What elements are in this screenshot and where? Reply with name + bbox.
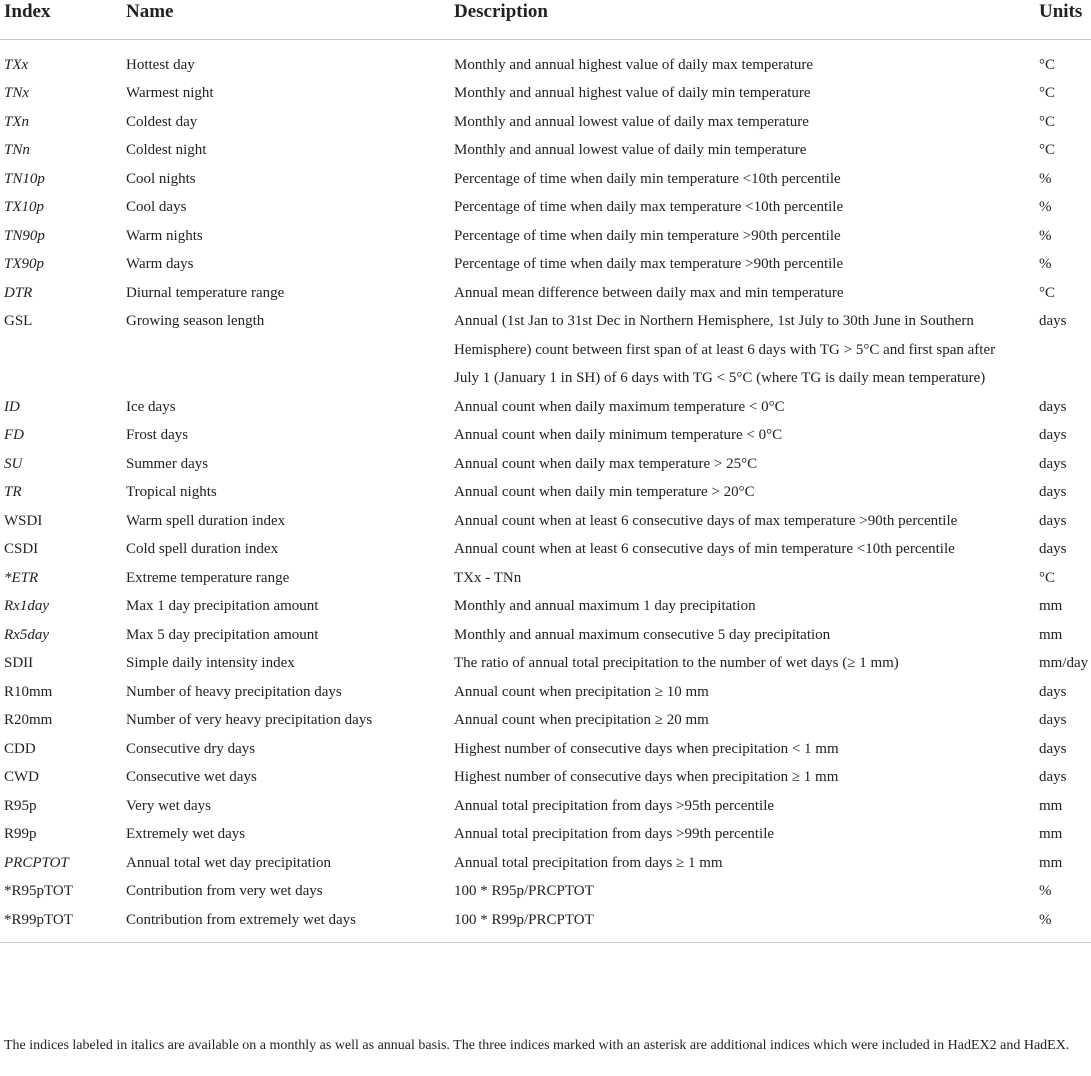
table-row — [0, 279, 1091, 308]
description-cell: Percentage of time when daily max temperature <10th percentile — [454, 199, 844, 215]
description-cell: 100 * R95p/PRCPTOT — [454, 883, 594, 899]
units-cell: % — [1039, 911, 1052, 928]
table-row — [0, 877, 1091, 906]
index-cell: DTR — [4, 284, 33, 301]
name-cell: Max 5 day precipitation amount — [126, 626, 319, 643]
header-description: Description — [450, 0, 1019, 39]
index-cell: TNn — [4, 142, 30, 158]
index-cell: Rx1day — [4, 598, 49, 614]
table-row — [0, 507, 1091, 536]
table-row — [0, 307, 1091, 393]
table-row — [0, 136, 1091, 165]
table-row — [0, 39, 1091, 79]
description-cell: TXx - TNn — [454, 569, 522, 586]
index-cell: Rx5day — [4, 626, 49, 643]
units-cell: % — [1039, 883, 1052, 899]
table-row — [0, 450, 1091, 479]
units-cell: days — [1039, 484, 1067, 500]
name-cell: Coldest night — [126, 142, 207, 158]
table-row — [0, 592, 1091, 621]
description-cell: 100 * R99p/PRCPTOT — [454, 911, 594, 928]
units-cell: °C — [1039, 113, 1056, 130]
description-cell: Monthly and annual maximum 1 day precipitation — [454, 598, 756, 614]
table-body — [0, 39, 1091, 943]
description-cell: Annual count when daily maximum temperature < 0°C — [454, 398, 785, 415]
table-row — [0, 250, 1091, 279]
name-cell: Contribution from extremely wet days — [126, 911, 356, 928]
table-row — [0, 621, 1091, 650]
name-cell: Warm nights — [126, 227, 203, 244]
units-cell: days — [1039, 683, 1067, 700]
index-cell: *ETR — [4, 569, 39, 586]
units-cell: % — [1039, 199, 1052, 215]
name-cell: Ice days — [126, 398, 176, 415]
units-cell: °C — [1039, 569, 1056, 586]
name-cell: Consecutive wet days — [126, 769, 257, 785]
units-cell: days — [1039, 398, 1067, 415]
name-cell: Summer days — [126, 455, 209, 472]
units-cell: days — [1039, 455, 1067, 472]
description-cell: Monthly and annual lowest value of daily max temperature — [454, 113, 809, 130]
table-row — [0, 478, 1091, 507]
units-cell: % — [1039, 227, 1052, 244]
header-units: Units — [1019, 0, 1091, 39]
units-cell: mm — [1039, 598, 1063, 614]
name-cell: Contribution from very wet days — [126, 883, 323, 899]
units-cell: mm/day — [1039, 655, 1089, 671]
table-row — [0, 165, 1091, 194]
table-row — [0, 535, 1091, 564]
name-cell: Cold spell duration index — [126, 541, 279, 557]
description-cell: Annual count when at least 6 consecutive days of max temperature >90th percentile — [454, 512, 958, 529]
units-cell: mm — [1039, 626, 1063, 643]
table-row — [0, 906, 1091, 943]
table-row — [0, 393, 1091, 422]
units-cell: % — [1039, 170, 1052, 187]
units-cell: days — [1039, 313, 1067, 329]
description-cell: Monthly and annual highest value of daily max temperature — [454, 56, 814, 73]
table-row — [0, 421, 1091, 450]
table-row — [0, 792, 1091, 821]
description-cell: Percentage of time when daily min temperature >90th percentile — [454, 227, 841, 244]
index-cell: TXn — [4, 113, 30, 130]
description-cell: The ratio of annual total precipitation to the number of wet days (≥ 1 mm) — [454, 655, 899, 671]
table-row — [0, 735, 1091, 764]
table-row — [0, 763, 1091, 792]
index-cell: R99p — [4, 826, 37, 842]
name-cell: Coldest day — [126, 113, 198, 130]
units-cell: days — [1039, 769, 1067, 785]
name-cell: Annual total wet day precipitation — [126, 854, 331, 871]
name-cell: Diurnal temperature range — [126, 284, 285, 301]
index-cell: R10mm — [4, 683, 53, 700]
table-row — [0, 222, 1091, 251]
name-cell: Simple daily intensity index — [126, 655, 295, 671]
name-cell: Consecutive dry days — [126, 740, 256, 757]
table-footnote: The indices labeled in italics are available on a monthly as well as annual basis. The three indices marked with an asterisk are additional indices which were included in HadEX2 and HadEX. — [4, 1038, 1070, 1053]
name-cell: Extreme temperature range — [126, 569, 290, 586]
description-cell: Annual count when daily min temperature > 20°C — [454, 484, 755, 500]
name-cell: Very wet days — [126, 797, 211, 814]
index-cell: R20mm — [4, 712, 53, 728]
name-cell: Extremely wet days — [126, 826, 246, 842]
name-cell: Max 1 day precipitation amount — [126, 598, 319, 614]
table-row — [0, 108, 1091, 137]
name-cell: Cool days — [126, 199, 187, 215]
table-header — [0, 0, 1091, 39]
table-row — [0, 79, 1091, 108]
name-cell: Growing season length — [126, 313, 265, 329]
index-cell: ID — [4, 398, 20, 415]
index-cell: R95p — [4, 797, 37, 814]
units-cell: °C — [1039, 56, 1056, 73]
units-cell: days — [1039, 712, 1067, 728]
description-cell: Highest number of consecutive days when precipitation ≥ 1 mm — [454, 769, 839, 785]
description-cell: Monthly and annual lowest value of daily min temperature — [454, 142, 807, 158]
header-index: Index — [0, 0, 122, 39]
index-cell: TNx — [4, 85, 30, 101]
name-cell: Warm days — [126, 256, 194, 272]
table-row — [0, 649, 1091, 678]
name-cell: Hottest day — [126, 56, 195, 73]
name-cell: Cool nights — [126, 170, 196, 187]
description-cell: Annual mean difference between daily max and min temperature — [454, 284, 844, 301]
header-name: Name — [122, 0, 450, 39]
units-cell: °C — [1039, 85, 1056, 101]
description-cell: Annual count when daily minimum temperature < 0°C — [454, 427, 783, 443]
index-cell: CSDI — [4, 541, 39, 557]
name-cell: Number of very heavy precipitation days — [126, 712, 373, 728]
units-cell: mm — [1039, 854, 1063, 871]
units-cell: mm — [1039, 826, 1063, 842]
description-cell: Annual total precipitation from days >99th percentile — [454, 826, 775, 842]
index-cell: CDD — [4, 740, 36, 757]
description-cell: Annual count when precipitation ≥ 10 mm — [454, 683, 709, 700]
index-cell: TN90p — [4, 227, 45, 244]
description-cell: Annual count when at least 6 consecutive days of min temperature <10th percentile — [454, 541, 955, 557]
index-cell: TXx — [4, 56, 29, 73]
name-cell: Frost days — [126, 427, 189, 443]
index-cell: FD — [4, 427, 24, 443]
description-cell: Annual total precipitation from days >95th percentile — [454, 797, 775, 814]
index-cell: TX90p — [4, 256, 45, 272]
index-cell: GSL — [4, 313, 33, 329]
table-row — [0, 820, 1091, 849]
index-cell: CWD — [4, 769, 39, 785]
header-row — [0, 0, 1091, 39]
units-cell: mm — [1039, 797, 1063, 814]
index-cell: TX10p — [4, 199, 45, 215]
table-row — [0, 849, 1091, 878]
name-cell: Warm spell duration index — [126, 512, 286, 529]
units-cell: days — [1039, 512, 1067, 529]
description-cell: Monthly and annual maximum consecutive 5 day precipitation — [454, 626, 831, 643]
index-cell: PRCPTOT — [4, 854, 69, 871]
description-cell: Annual total precipitation from days ≥ 1 mm — [454, 854, 723, 871]
index-cell: TN10p — [4, 170, 45, 187]
name-cell: Tropical nights — [126, 484, 217, 500]
description-cell: Annual (1st Jan to 31st Dec in Northern Hemisphere, 1st July to 30th June in Southern Hemisphere) count between first span of at least 6 days with TG > 5°C and first span after July 1 (January 1 in SH) of 6 days with TG < 5°C (where TG is daily mean temperature) — [454, 313, 996, 386]
index-cell: *R95pTOT — [4, 883, 73, 899]
units-cell: days — [1039, 427, 1067, 443]
description-cell: Highest number of consecutive days when precipitation < 1 mm — [454, 740, 839, 757]
index-cell: *R99pTOT — [4, 911, 73, 928]
index-cell: SDII — [4, 655, 34, 671]
name-cell: Warmest night — [126, 85, 214, 101]
units-cell: days — [1039, 541, 1067, 557]
table-row — [0, 564, 1091, 593]
units-cell: days — [1039, 740, 1067, 757]
units-cell: °C — [1039, 284, 1056, 301]
table-row — [0, 193, 1091, 222]
index-cell: TR — [4, 484, 22, 500]
description-cell: Annual count when daily max temperature > 25°C — [454, 455, 758, 472]
index-cell: SU — [4, 455, 23, 472]
units-cell: % — [1039, 256, 1052, 272]
index-cell: WSDI — [4, 512, 43, 529]
table-row — [0, 706, 1091, 735]
table-row — [0, 678, 1091, 707]
description-cell: Monthly and annual highest value of daily min temperature — [454, 85, 811, 101]
description-cell: Percentage of time when daily max temperature >90th percentile — [454, 256, 844, 272]
units-cell: °C — [1039, 142, 1056, 158]
description-cell: Annual count when precipitation ≥ 20 mm — [454, 712, 709, 728]
name-cell: Number of heavy precipitation days — [126, 683, 342, 700]
description-cell: Percentage of time when daily min temperature <10th percentile — [454, 170, 841, 187]
